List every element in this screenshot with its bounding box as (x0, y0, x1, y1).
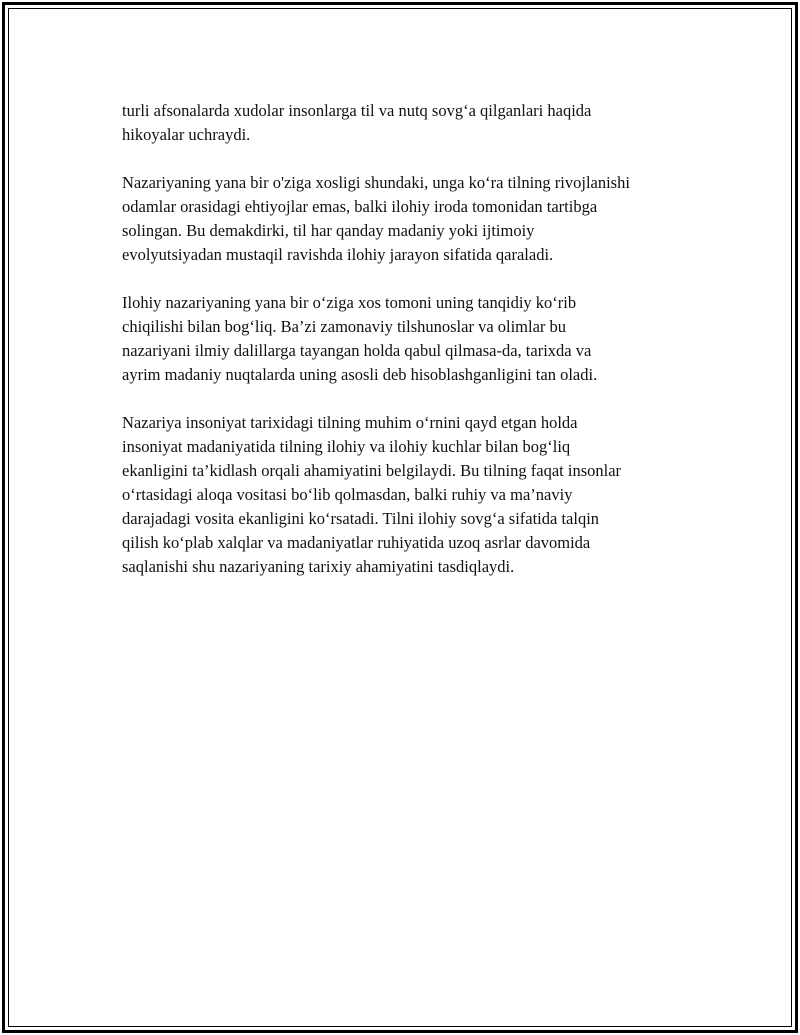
text-line: insoniyat madaniyatida tilning ilohiy va ilohiy kuchlar bilan bog‘liq (122, 437, 571, 456)
text-line: ekanligini ta’kidlash orqali ahamiyatini belgilaydi. Bu tilning faqat insonlar (122, 461, 622, 480)
paragraph-1 (122, 99, 712, 147)
document-body (122, 99, 712, 603)
text-line: darajadagi vosita ekanligini ko‘rsatadi. Tilni ilohiy sovg‘a sifatida talqin (122, 509, 600, 528)
text-line: hikoyalar uchraydi. (122, 125, 251, 144)
text-line: qilish ko‘plab xalqlar va madaniyatlar ruhiyatida uzoq asrlar davomida (122, 533, 591, 552)
text-line: solingan. Bu demakdirki, til har qanday madaniy yoki ijtimoiy (122, 221, 535, 240)
text-line: chiqilishi bilan bog‘liq. Ba’zi zamonaviy tilshunoslar va olimlar bu (122, 317, 567, 336)
paragraph-2 (122, 171, 712, 267)
paragraph-4 (122, 411, 712, 579)
text-line: Ilohiy nazariyaning yana bir o‘ziga xos tomoni uning tanqidiy ko‘rib (122, 293, 577, 312)
text-line: evolyutsiyadan mustaqil ravishda ilohiy jarayon sifatida qaraladi. (122, 245, 554, 264)
text-line: o‘rtasidagi aloqa vositasi bo‘lib qolmasdan, balki ruhiy va ma’naviy (122, 485, 573, 504)
text-line: turli afsonalarda xudolar insonlarga til va nutq sovg‘a qilganlari haqida (122, 101, 592, 120)
paragraph-3 (122, 291, 712, 387)
text-line: saqlanishi shu nazariyaning tarixiy ahamiyatini tasdiqlaydi. (122, 557, 515, 576)
text-line: ayrim madaniy nuqtalarda uning asosli deb hisoblashganligini tan oladi. (122, 365, 598, 384)
text-line: Nazariyaning yana bir o'ziga xosligi shundaki, unga ko‘ra tilning rivojlanishi (122, 173, 630, 192)
page-border (2, 2, 798, 1033)
text-line: odamlar orasidagi ehtiyojlar emas, balki ilohiy iroda tomonidan tartibga (122, 197, 598, 216)
text-line: nazariyani ilmiy dalillarga tayangan holda qabul qilmasa-da, tarixda va (122, 341, 592, 360)
text-line: Nazariya insoniyat tarixidagi tilning muhim o‘rnini qayd etgan holda (122, 413, 578, 432)
